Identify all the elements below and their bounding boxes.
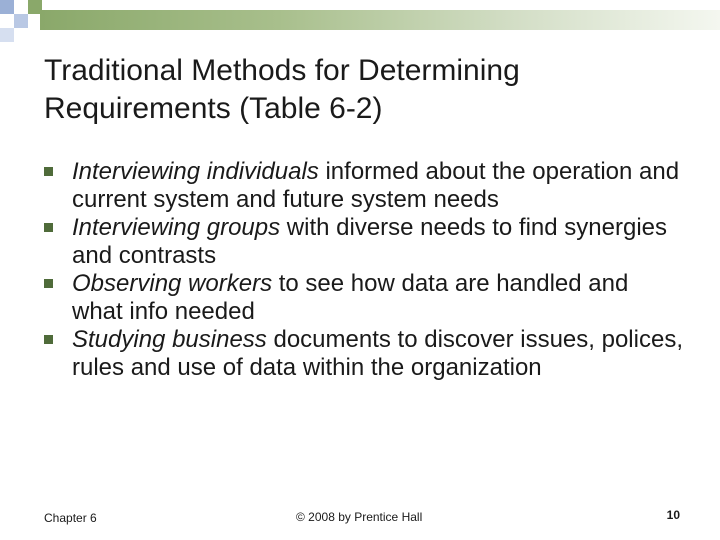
bullet-text: with diverse needs to find synergies and contrasts	[72, 214, 667, 269]
bullet-item	[44, 158, 684, 214]
bullet-item	[44, 214, 684, 270]
bullet-emphasis: Observing workers	[72, 270, 273, 297]
bullet-emphasis: Studying business	[72, 326, 267, 353]
bullet-text: to see how data are handled and what info needed	[72, 270, 629, 325]
bullet-text: documents to discover issues, polices, rules and use of data within the organization	[72, 326, 683, 381]
square-bullet-icon	[44, 279, 53, 288]
footer-chapter: Chapter 6	[44, 511, 97, 525]
header-gradient-bar	[40, 10, 720, 30]
bullet-item	[44, 326, 684, 382]
bullet-text: informed about the operation and current system and future system needs	[72, 158, 680, 213]
bullet-emphasis: Interviewing groups	[72, 214, 281, 241]
bullet-item	[44, 270, 684, 326]
bullet-list	[44, 158, 684, 382]
slide-title: Traditional Methods for Determining Requirements (Table 6-2)	[44, 54, 520, 125]
square-bullet-icon	[44, 167, 53, 176]
square-bullet-icon	[44, 223, 53, 232]
bullet-emphasis: Interviewing individuals	[72, 158, 319, 185]
page-number: 10	[666, 508, 680, 522]
footer-copyright: © 2008 by Prentice Hall	[296, 510, 423, 524]
square-bullet-icon	[44, 335, 53, 344]
